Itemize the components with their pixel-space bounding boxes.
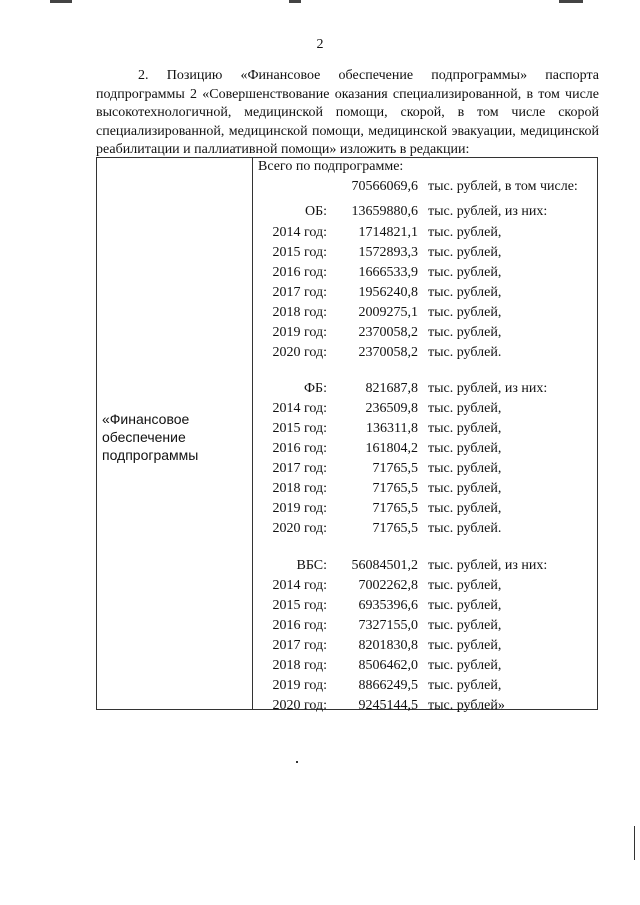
row-value: 1666533,9 bbox=[358, 265, 418, 280]
row-label: 2014 год: bbox=[272, 578, 327, 593]
row-value: 71765,5 bbox=[372, 501, 418, 516]
row-value: 236509,8 bbox=[365, 401, 418, 416]
row-unit: тыс. рублей. bbox=[428, 345, 502, 360]
scan-speck bbox=[296, 761, 298, 763]
row-label: 2020 год: bbox=[272, 345, 327, 360]
page-number: 2 bbox=[316, 37, 324, 52]
row-value: 7327155,0 bbox=[358, 618, 418, 633]
row-value: 2370058,2 bbox=[358, 325, 418, 340]
row-value: 56084501,2 bbox=[351, 558, 418, 573]
row-value: 1572893,3 bbox=[358, 245, 418, 260]
total-heading: Всего по подпрограмме: bbox=[258, 159, 404, 174]
row-unit: тыс. рублей» bbox=[428, 698, 505, 713]
row-value: 13659880,6 bbox=[351, 204, 418, 219]
row-unit: тыс. рублей, bbox=[428, 285, 502, 300]
scan-artifact-right bbox=[559, 0, 583, 3]
row-value: 8201830,8 bbox=[358, 638, 418, 653]
row-unit: тыс. рублей, bbox=[428, 305, 502, 320]
row-unit: тыс. рублей, bbox=[428, 481, 502, 496]
row-label: 2020 год: bbox=[272, 698, 327, 713]
row-label: ФБ: bbox=[304, 381, 327, 396]
row-unit: тыс. рублей, из них: bbox=[428, 381, 548, 396]
row-value: 6935396,6 bbox=[358, 598, 418, 613]
row-label: 2015 год: bbox=[272, 421, 327, 436]
row-value: 71765,5 bbox=[372, 461, 418, 476]
row-value: 9245144,5 bbox=[358, 698, 418, 713]
row-label: 2020 год: bbox=[272, 521, 327, 536]
row-unit: тыс. рублей, из них: bbox=[428, 558, 548, 573]
row-value: 71765,5 bbox=[372, 521, 418, 536]
row-unit: тыс. рублей, bbox=[428, 501, 502, 516]
row-label: 2017 год: bbox=[272, 638, 327, 653]
row-value: 821687,8 bbox=[365, 381, 418, 396]
scan-edge-mark bbox=[634, 826, 635, 860]
row-label: 2015 год: bbox=[272, 245, 327, 260]
row-label: 2019 год: bbox=[272, 678, 327, 693]
row-unit: тыс. рублей, bbox=[428, 401, 502, 416]
row-label: 2014 год: bbox=[272, 225, 327, 240]
row-value: 1956240,8 bbox=[358, 285, 418, 300]
row-label: 2018 год: bbox=[272, 305, 327, 320]
row-value: 8506462,0 bbox=[358, 658, 418, 673]
row-unit: тыс. рублей, bbox=[428, 461, 502, 476]
row-label: 2015 год: bbox=[272, 598, 327, 613]
row-unit: тыс. рублей, bbox=[428, 578, 502, 593]
row-value: 1714821,1 bbox=[358, 225, 418, 240]
row-unit: тыс. рублей, bbox=[428, 678, 502, 693]
row-value: 8866249,5 bbox=[358, 678, 418, 693]
row-unit: тыс. рублей, bbox=[428, 265, 502, 280]
row-unit: тыс. рублей, в том числе: bbox=[428, 179, 578, 194]
financing-table bbox=[96, 157, 598, 713]
row-unit: тыс. рублей, bbox=[428, 325, 502, 340]
row-value: 7002262,8 bbox=[358, 578, 418, 593]
row-value: 71765,5 bbox=[372, 481, 418, 496]
row-heading: «Финансовое обеспечение подпрограммы bbox=[102, 411, 199, 463]
scan-artifact-left bbox=[50, 0, 72, 3]
row-label: 2016 год: bbox=[272, 265, 327, 280]
row-unit: тыс. рублей, bbox=[428, 598, 502, 613]
row-value: 161804,2 bbox=[365, 441, 418, 456]
row-label: ОБ: bbox=[304, 204, 327, 219]
row-label: 2016 год: bbox=[272, 618, 327, 633]
intro-paragraph: 2. Позицию «Финансовое обеспечение подпрограммы» паспорта подпрограммы 2 «Совершенствование оказания специализированной, в том числе высокотехнологичной, медицинской помощи, скорой, в том числе скорой специализированной, медицинской помощи, медицинской эвакуации, медицинской реабилитации и паллиативной помощи» изложить в редакции: bbox=[96, 68, 599, 158]
row-value: 2370058,2 bbox=[358, 345, 418, 360]
row-label: 2019 год: bbox=[272, 501, 327, 516]
row-label: 2018 год: bbox=[272, 658, 327, 673]
row-label: ВБС: bbox=[296, 558, 327, 573]
row-label: 2018 год: bbox=[272, 481, 327, 496]
row-unit: тыс. рублей, bbox=[428, 441, 502, 456]
row-value: 136311,8 bbox=[366, 421, 418, 436]
row-label: 2014 год: bbox=[272, 401, 327, 416]
row-label: 2017 год: bbox=[272, 285, 327, 300]
row-label: 2017 год: bbox=[272, 461, 327, 476]
row-unit: тыс. рублей, bbox=[428, 618, 502, 633]
row-label: 2016 год: bbox=[272, 441, 327, 456]
row-unit: тыс. рублей, bbox=[428, 421, 502, 436]
row-unit: тыс. рублей, bbox=[428, 658, 502, 673]
row-unit: тыс. рублей, bbox=[428, 225, 502, 240]
row-unit: тыс. рублей, из них: bbox=[428, 204, 548, 219]
row-unit: тыс. рублей, bbox=[428, 638, 502, 653]
row-unit: тыс. рублей, bbox=[428, 245, 502, 260]
row-label: 2019 год: bbox=[272, 325, 327, 340]
row-value: 70566069,6 bbox=[351, 179, 418, 194]
scan-artifact-center bbox=[289, 0, 301, 3]
row-value: 2009275,1 bbox=[358, 305, 418, 320]
row-unit: тыс. рублей. bbox=[428, 521, 502, 536]
